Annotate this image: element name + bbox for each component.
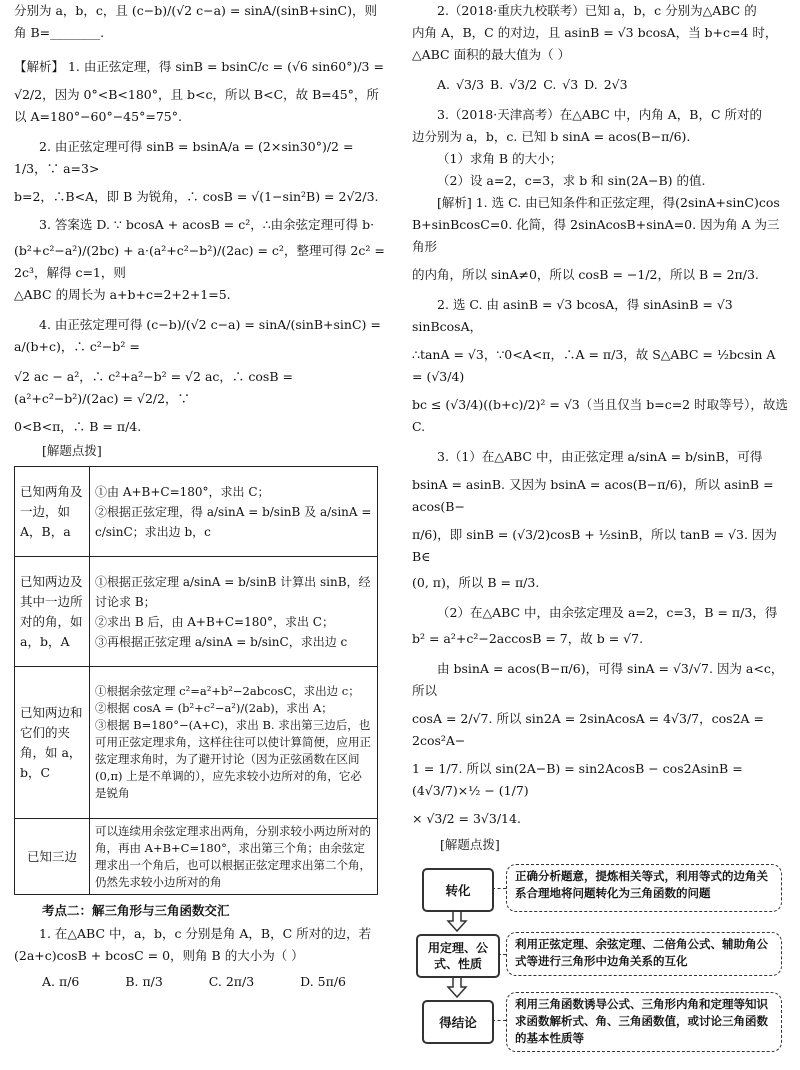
- text-line: √2 ac − a²，∴ c²+a²−b² = √2 ac，∴ cosB = (a²+c²−b²)/(2ac) = √2/2，∵: [14, 369, 293, 406]
- flow-box: 用定理、公式、性质: [416, 934, 500, 978]
- table-row: [15, 557, 378, 667]
- text-line: 2. 选 C. 由 asinB = √3 bcosA，得 sinAsinB = √3 sinBcosA，: [412, 297, 733, 334]
- table-key: 已知两角及一边，如 A，B，a: [15, 467, 90, 557]
- text-line: b=2，∴B<A，即 B 为锐角，∴ cosB = √(1−sin²B) = 2√2/3.: [14, 189, 379, 204]
- text-line: 2.（2018·重庆九校联考）已知 a，b，c 分别为△ABC 的: [437, 3, 757, 18]
- table-value: [90, 819, 378, 895]
- flow-connector: [498, 954, 506, 955]
- flow-connector: [492, 1020, 506, 1021]
- text-line: √2/2，因为 0°<B<180°，且 b<c，所以 B<C，故 B=45°，所: [14, 87, 379, 102]
- flow-box: 得结论: [422, 1000, 494, 1044]
- option: B. π/3: [125, 974, 163, 989]
- text-line: 分别为 a，b，c，且 (c−b)/(√2 c−a) = sinA/(sinB+sinC)，则角 B=________.: [14, 3, 377, 40]
- table-value-line: ③根据 B=180°−(A+C)，求出 B. 求出第三边后，也可用正弦定理求角，这样往往可以使计算简便，应用正弦定理求角时，为了避开讨论（因为正弦函数在区间 (0,π) 上是不单调的），应先求较小边所对的角，它必是锐角: [95, 718, 371, 800]
- table-value-line: ②根据正弦定理，得 a/sinA = b/sinB 及 a/sinA = c/sinC；求出边 b，c: [95, 504, 372, 539]
- question-text: 1. 在△ABC 中，a，b，c 分别是角 A，B，C 所对的边，若: [39, 926, 372, 941]
- option-line: A. √3/3 B. √3/2 C. √3 D. 2√3: [437, 77, 628, 92]
- text-line: 以 A=180°−60°−45°=75°.: [14, 109, 182, 124]
- text-line: bsinA = asinB. 又因为 bsinA = acos(B−π/6)，所以 asinB = acos(B−: [412, 477, 774, 514]
- table-value-line: ②根据 cosA = (b²+c²−a²)/(2ab)，求出 A；: [95, 701, 333, 715]
- flow-connector: [492, 888, 506, 889]
- text-line: [解析] 1. 选 C. 由已知条件和正弦定理，得(2sinA+sinC)cos: [437, 195, 780, 210]
- text-line: （1）求角 B 的大小；: [437, 151, 563, 166]
- text-line: (0, π)，所以 B = π/3.: [412, 575, 540, 590]
- text-line: 1 = 1/7. 所以 sin(2A−B) = sin2AcosB − cos2AsinB = (4√3/7)×½ − (1/7): [412, 761, 743, 798]
- text-line: π/6)，即 sinB = (√3/2)cosB + ½sinB，所以 tanB = √3. 因为 B∈: [412, 527, 777, 564]
- text-line: 3.（2018·天津高考）在△ABC 中，内角 A，B，C 所对的: [437, 107, 763, 122]
- text-line: 3. 答案选 D. ∵ bcosA + acosB = c²，∴由余弦定理可得 b·: [39, 217, 375, 232]
- table-row: [15, 667, 378, 819]
- text-line: 由 bsinA = acos(B−π/6)，可得 sinA = √3/√7. 因为 a<c，所以: [412, 661, 784, 698]
- table-value: [90, 467, 378, 557]
- text-line: cosA = 2/√7. 所以 sin2A = 2sinAcosA = 4√3/7，cos2A = 2cos²A−: [412, 711, 764, 748]
- table-row: [15, 467, 378, 557]
- text-line: 【解析】 1. 由正弦定理，得 sinB = bsinC/c = (√6 sin60°)/3 =: [14, 59, 384, 74]
- table-value: [90, 557, 378, 667]
- flow-box: 转化: [422, 868, 494, 912]
- text-line: (b²+c²−a²)/(2bc) + a·(a²+c²−b²)/(2ac) = c²，整理可得 2c² = 2c³，解得 c=1，则: [14, 243, 385, 280]
- option: D. 5π/6: [300, 974, 346, 989]
- table-value-line: ①由 A+B+C=180°，求出 C；: [95, 484, 270, 499]
- table-value-line: ①根据正弦定理 a/sinA = b/sinB 计算出 sinB，经讨论求 B；: [95, 574, 371, 609]
- table-value-line: ①根据余弦定理 c²=a²+b²−2abcosC，求出边 c；: [95, 684, 360, 698]
- text-line: 边分别为 a，b，c. 已知 b sinA = acos(B−π/6).: [412, 129, 691, 144]
- text-line: b² = a²+c²−2accosB = 7，故 b = √7.: [412, 631, 644, 646]
- text-line: 0<B<π，∴ B = π/4.: [14, 419, 142, 434]
- flowchart: [412, 860, 788, 1070]
- flow-description: 利用正弦定理、余弦定理、二倍角公式、辅助角公式等进行三角形中边角关系的互化: [506, 932, 782, 976]
- table-value: [90, 667, 378, 819]
- text-line: 4. 由正弦定理可得 (c−b)/(√2 c−a) = sinA/(sinB+sinC) = a/(b+c)，∴ c²−b² =: [14, 317, 381, 354]
- tip-heading: [解题点拨]: [440, 837, 500, 852]
- table-row: [15, 819, 378, 895]
- left-column: [14, 0, 386, 995]
- option: C. 2π/3: [208, 974, 255, 989]
- text-line: ∴tanA = √3，∵0<A<π，∴A = π/3，故 S△ABC = ½bcsin A = (√3/4): [412, 347, 776, 384]
- text-line: △ABC 面积的最大值为（ ）: [412, 47, 571, 62]
- table-key: 已知两边及其中一边所对的角，如 a，b，A: [15, 557, 90, 667]
- text-line: B+sinBcosC=0. 化简，得 2sinAcosB+sinA=0. 因为角 A 为三角形: [412, 217, 780, 254]
- question-text: (2a+c)cosB + bcosC = 0，则角 B 的大小为（ ）: [14, 948, 304, 963]
- text-line: （2）设 a=2，c=3，求 b 和 sin(2A−B) 的值.: [437, 173, 706, 188]
- table-key: 已知三边: [15, 819, 90, 895]
- table-key: 已知两边和它们的夹角，如 a，b，C: [15, 667, 90, 819]
- down-arrow-icon: [446, 910, 468, 932]
- method-table: [14, 466, 378, 895]
- right-column: [412, 0, 788, 1070]
- option: A. π/6: [42, 974, 80, 989]
- text-line: 2. 由正弦定理可得 sinB = bsinA/a = (2×sin30°)/2 = 1/3，∵ a=3>: [14, 139, 354, 176]
- text-line: bc ≤ (√3/4)((b+c)/2)² = √3（当且仅当 b=c=2 时取等号），故选 C.: [412, 397, 788, 434]
- section-heading: 考点二：解三角形与三角函数交汇: [42, 903, 230, 918]
- option-list: [14, 969, 386, 995]
- tip-heading: [解题点拨]: [42, 443, 102, 458]
- down-arrow-icon: [446, 976, 468, 998]
- text-line: 3.（1）在△ABC 中，由正弦定理 a/sinA = b/sinB，可得: [437, 449, 763, 464]
- text-line: （2）在△ABC 中，由余弦定理及 a=2，c=3，B = π/3，得: [437, 605, 778, 620]
- flow-description: 正确分析题意，提炼相关等式，利用等式的边角关系合理地将问题转化为三角函数的问题: [506, 864, 782, 912]
- table-value-line: 可以连续用余弦定理求出两角，分别求较小两边所对的角，再由 A+B+C=180°，求出第三个角；由余弦定理求出一个角后，也可以根据正弦定理求出第二个角，仍然先求较小边所对的角: [95, 823, 371, 889]
- table-value-line: ③再根据正弦定理 a/sinA = b/sinC，求出边 c: [95, 634, 348, 649]
- text-line: 的内角，所以 sinA≠0，所以 cosB = −1/2，所以 B = 2π/3.: [412, 267, 759, 282]
- text-line: × √3/2 = 3√3/14.: [412, 811, 521, 826]
- text-line: △ABC 的周长为 a+b+c=2+2+1=5.: [14, 287, 231, 302]
- flow-description: 利用三角函数诱导公式、三角形内角和定理等知识求函数解析式、角、三角函数值，或讨论三角函数的基本性质等: [506, 992, 782, 1052]
- text-line: 内角 A，B，C 的对边，且 asinB = √3 bcosA，当 b+c=4 时，: [412, 25, 778, 40]
- table-value-line: ②求出 B 后，由 A+B+C=180°，求出 C；: [95, 614, 334, 629]
